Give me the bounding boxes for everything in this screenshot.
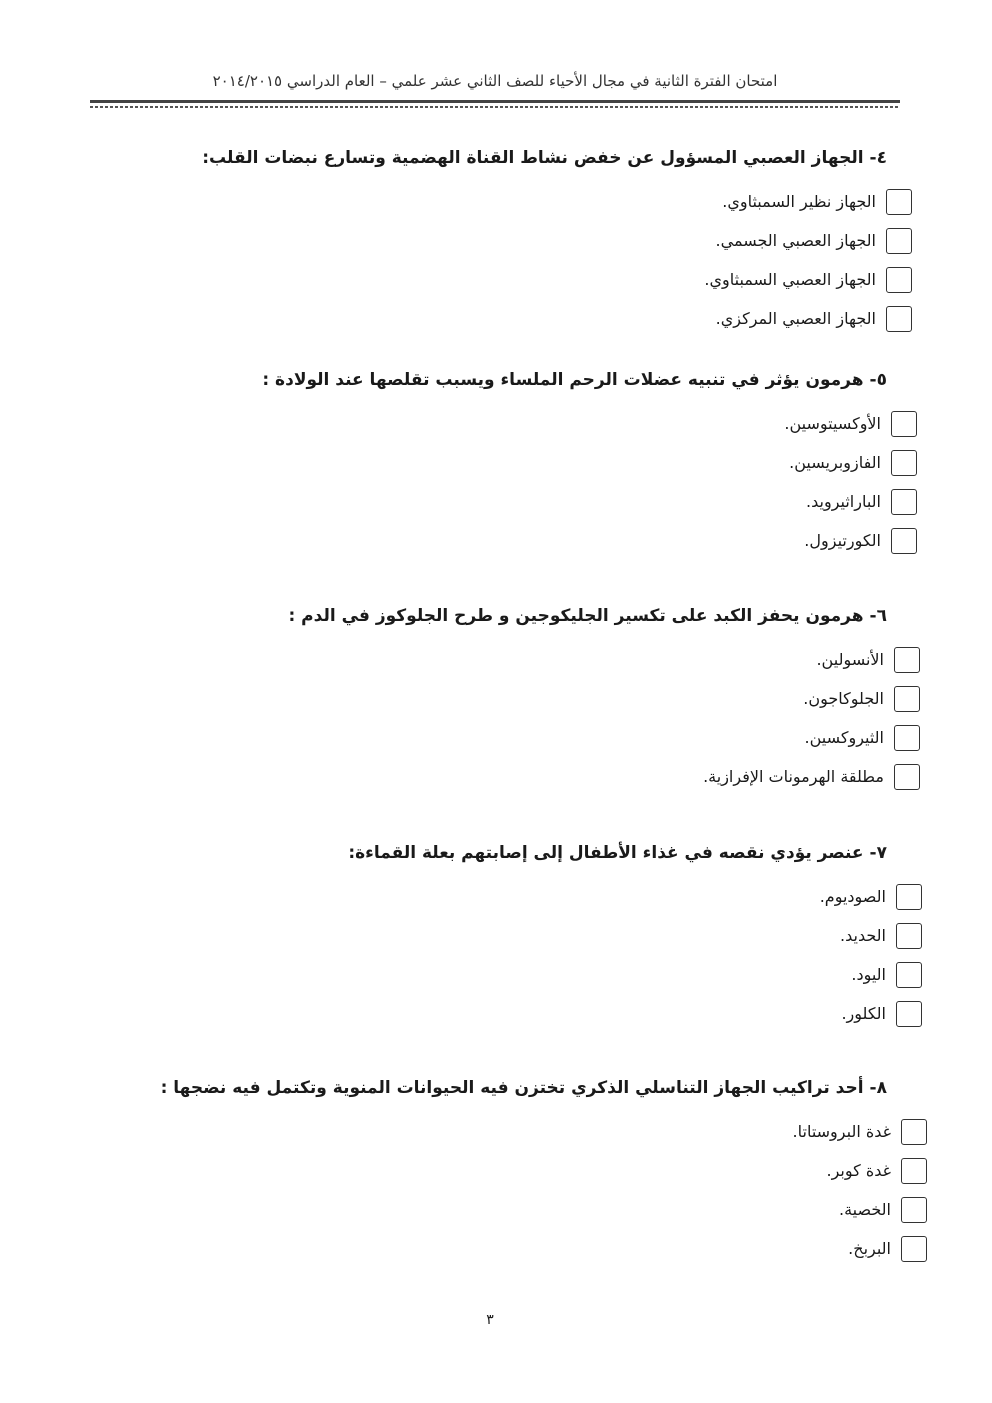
checkbox[interactable] [891,450,917,476]
checkbox[interactable] [901,1236,927,1262]
question-8 [160,1078,891,1268]
question-number: ٤- [869,148,887,168]
question-text: أحد تراكيب الجهاز التناسلي الذكري تختزن فيه الحيوانات المنوية وتكتمل فيه نضجها : [160,1078,864,1098]
header-rule [90,100,900,103]
answer-option[interactable]: الأنسولين. [288,640,920,679]
checkbox[interactable] [896,962,922,988]
answer-option[interactable]: الكلور. [348,994,922,1033]
question-text: عنصر يؤدي نقصه في غذاء الأطفال إلى إصابتهم بعلة القماءة: [348,843,864,863]
checkbox[interactable] [891,489,917,515]
question-number: ٧- [869,843,887,863]
answer-option[interactable]: الثيروكسين. [288,718,920,757]
checkbox[interactable] [891,411,917,437]
answer-option[interactable]: غدة البروستاتا. [161,1112,927,1151]
checkbox[interactable] [894,647,920,673]
answer-option[interactable]: الحديد. [348,916,922,955]
page-header: امتحان الفترة الثانية في مجال الأحياء للصف الثاني عشر علمي – العام الدراسي ٢٠١٤/٢٠١٥ [212,72,778,90]
answer-option[interactable]: الجهاز نظير السمبثاوي. [202,182,912,221]
checkbox[interactable] [901,1119,927,1145]
answer-option[interactable]: الجلوكاجون. [288,679,920,718]
answer-option[interactable]: الجهاز العصبي السمبثاوي. [202,260,912,299]
checkbox[interactable] [894,764,920,790]
checkbox[interactable] [901,1197,927,1223]
answer-option[interactable]: الفازوبريسين. [262,443,917,482]
answer-option[interactable]: الجهاز العصبي الجسمي. [202,221,912,260]
question-number: ٥- [869,370,887,390]
question-text: هرمون يحفز الكبد على تكسير الجليكوجين و طرح الجلوكوز في الدم : [288,606,864,626]
answer-option[interactable]: اليود. [348,955,922,994]
checkbox[interactable] [886,267,912,293]
answer-option[interactable]: الكورتيزول. [262,521,917,560]
question-4 [202,148,887,338]
answer-option[interactable]: الخصية. [161,1190,927,1229]
answer-option[interactable]: مطلقة الهرمونات الإفرازية. [288,757,920,796]
answer-option[interactable]: الجهاز العصبي المركزي. [202,299,912,338]
question-text: هرمون يؤثر في تنبيه عضلات الرحم الملساء ويسبب تقلصها عند الولادة : [262,370,864,390]
checkbox[interactable] [896,923,922,949]
answer-option[interactable]: الباراثيرويد. [262,482,917,521]
answer-option[interactable]: الأوكسيتوسين. [262,404,917,443]
checkbox[interactable] [894,686,920,712]
question-5 [262,370,887,560]
checkbox[interactable] [886,189,912,215]
question-number: ٦- [869,606,887,626]
answer-option[interactable]: البربخ. [161,1229,927,1268]
answer-option[interactable]: الصوديوم. [348,877,922,916]
question-7 [348,843,887,1033]
checkbox[interactable] [891,528,917,554]
checkbox[interactable] [896,884,922,910]
question-6 [288,606,887,796]
checkbox[interactable] [886,228,912,254]
checkbox[interactable] [894,725,920,751]
question-text: الجهاز العصبي المسؤول عن خفض نشاط القناة الهضمية وتسارع نبضات القلب: [202,148,864,168]
checkbox[interactable] [896,1001,922,1027]
checkbox[interactable] [886,306,912,332]
page-number: ٣ [486,1312,494,1328]
answer-option[interactable]: غدة كوبر. [161,1151,927,1190]
header-rule-dotted [90,106,900,108]
question-number: ٨- [869,1078,887,1098]
checkbox[interactable] [901,1158,927,1184]
